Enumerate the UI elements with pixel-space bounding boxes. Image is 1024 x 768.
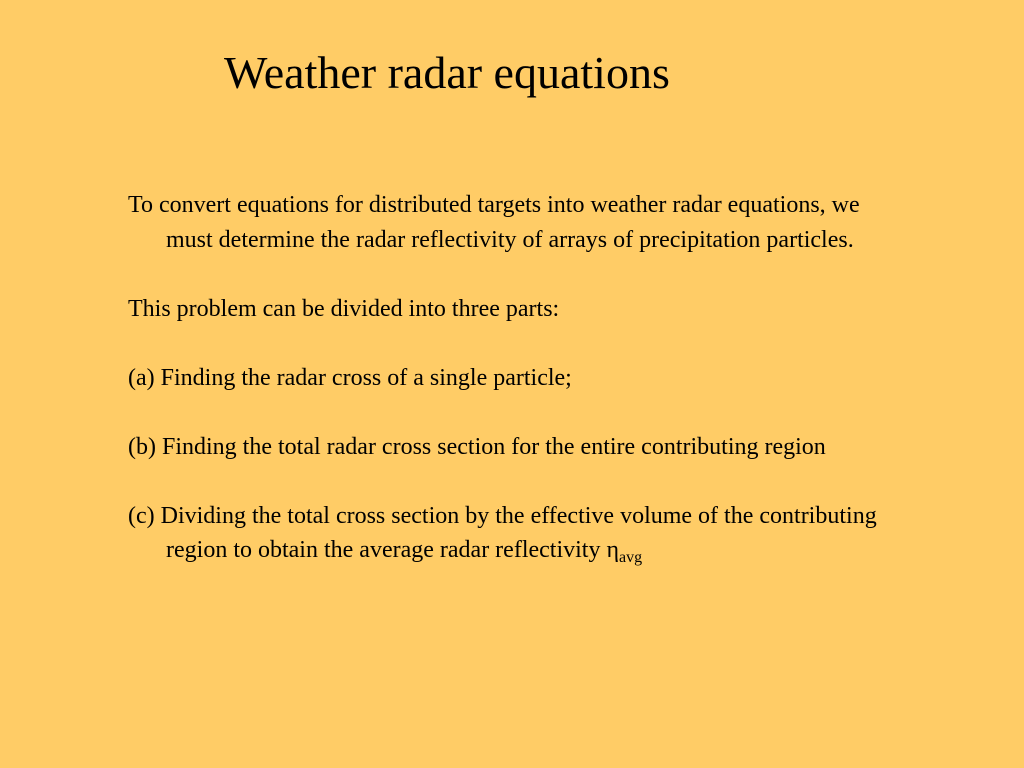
lead-paragraph: This problem can be divided into three parts:: [128, 295, 560, 322]
spacer: [128, 395, 898, 430]
part-c-item: [128, 499, 898, 568]
part-a-item: (a) Finding the radar cross of a single particle;: [128, 364, 572, 391]
part-b-item: (b) Finding the total radar cross section for the entire contributing region: [128, 433, 826, 460]
eta-symbol: η: [606, 537, 620, 563]
spacer: [128, 464, 898, 499]
slide-body: [128, 188, 898, 568]
part-c-text: (c) Dividing the total cross section by the effective volume of the contributing region to obtain the average radar reflectivity: [128, 502, 877, 563]
slide-title: Weather radar equations: [224, 47, 670, 98]
spacer: [128, 326, 898, 361]
avg-subscript: avg: [619, 549, 643, 566]
intro-paragraph: To convert equations for distributed targets into weather radar equations, we must determine the radar reflectivity of arrays of precipitation particles.: [128, 192, 860, 253]
spacer: [128, 257, 898, 292]
